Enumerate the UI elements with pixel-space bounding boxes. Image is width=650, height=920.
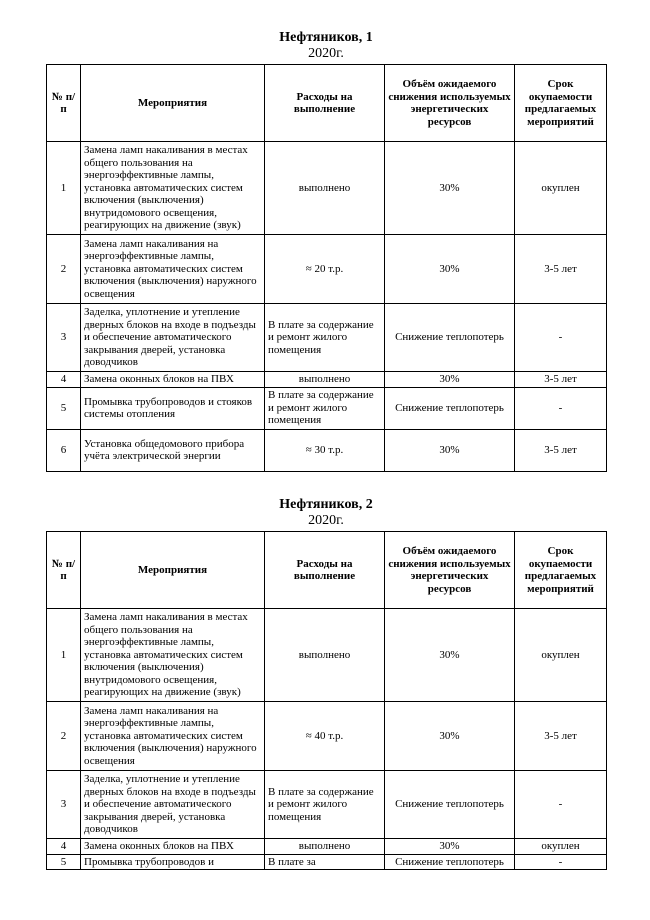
cell-measure: Замена ламп накаливания на энергоэффективные лампы, установка автоматических систем включения (выключения) наружного освещения bbox=[81, 235, 265, 304]
cell-num: 6 bbox=[47, 429, 81, 471]
table-row bbox=[47, 387, 607, 429]
cell-reduction: 30% bbox=[385, 142, 515, 235]
cell-cost: В плате за содержание и ремонт жилого помещения bbox=[265, 387, 385, 429]
cell-reduction: 30% bbox=[385, 235, 515, 304]
table-row bbox=[47, 609, 607, 702]
cell-payback: - bbox=[515, 854, 607, 870]
cell-num: 4 bbox=[47, 372, 81, 388]
section-title: Нефтяников, 2 bbox=[279, 497, 373, 512]
header-payback: Срок окупаемости предлагаемых мероприятий bbox=[515, 65, 607, 142]
table-header-row bbox=[47, 65, 607, 142]
cell-cost: В плате за содержание и ремонт жилого помещения bbox=[265, 304, 385, 372]
table-row bbox=[47, 142, 607, 235]
cell-cost: выполнено bbox=[265, 372, 385, 388]
cell-reduction: 30% bbox=[385, 372, 515, 388]
header-num: № п/п bbox=[47, 65, 81, 142]
cell-cost: ≈ 40 т.р. bbox=[265, 702, 385, 771]
cell-measure: Заделка, уплотнение и утепление дверных блоков на входе в подъезды и обеспечение автоматического закрывания дверей, установка доводчиков bbox=[81, 771, 265, 839]
section-title: Нефтяников, 1 bbox=[279, 30, 373, 45]
cell-payback: 3-5 лет bbox=[515, 372, 607, 388]
section-year: 2020г. bbox=[308, 46, 344, 61]
table-header-row bbox=[47, 532, 607, 609]
cell-cost: выполнено bbox=[265, 142, 385, 235]
table-row bbox=[47, 839, 607, 855]
cell-payback: - bbox=[515, 771, 607, 839]
cell-cost: ≈ 20 т.р. bbox=[265, 235, 385, 304]
header-payback: Срок окупаемости предлагаемых мероприятий bbox=[515, 532, 607, 609]
measures-table bbox=[46, 531, 607, 870]
header-costs: Расходы на выполнение bbox=[265, 532, 385, 609]
cell-payback: 3-5 лет bbox=[515, 235, 607, 304]
cell-measure: Замена ламп накаливания в местах общего пользования на энергоэффективные лампы, установка автоматических систем включения (выключения) внутридомового освещения, реагирующих на движение (звук) bbox=[81, 609, 265, 702]
cell-measure: Замена ламп накаливания в местах общего пользования на энергоэффективные лампы, установка автоматических систем включения (выключения) внутридомового освещения, реагирующих на движение (звук) bbox=[81, 142, 265, 235]
table-row bbox=[47, 771, 607, 839]
section-neftyanikov-1 bbox=[46, 30, 606, 472]
cell-num: 1 bbox=[47, 609, 81, 702]
header-costs: Расходы на выполнение bbox=[265, 65, 385, 142]
cell-reduction: 30% bbox=[385, 702, 515, 771]
header-reduction: Объём ожидаемого снижения используемых энергетических ресурсов bbox=[385, 532, 515, 609]
cell-cost: выполнено bbox=[265, 839, 385, 855]
cell-reduction: 30% bbox=[385, 839, 515, 855]
cell-reduction: 30% bbox=[385, 429, 515, 471]
cell-payback: 3-5 лет bbox=[515, 702, 607, 771]
cell-num: 4 bbox=[47, 839, 81, 855]
cell-payback: - bbox=[515, 387, 607, 429]
cell-payback: окуплен bbox=[515, 609, 607, 702]
cell-payback: 3-5 лет bbox=[515, 429, 607, 471]
cell-measure: Замена оконных блоков на ПВХ bbox=[81, 372, 265, 388]
table-row bbox=[47, 702, 607, 771]
cell-measure: Промывка трубопроводов и bbox=[81, 854, 265, 870]
cell-measure: Установка общедомового прибора учёта электрической энергии bbox=[81, 429, 265, 471]
cell-reduction: Снижение теплопотерь bbox=[385, 771, 515, 839]
header-measures: Мероприятия bbox=[81, 532, 265, 609]
cell-num: 5 bbox=[47, 387, 81, 429]
cell-measure: Заделка, уплотнение и утепление дверных блоков на входе в подъезды и обеспечение автоматического закрывания дверей, установка доводчиков bbox=[81, 304, 265, 372]
cell-reduction: Снижение теплопотерь bbox=[385, 854, 515, 870]
cell-reduction: Снижение теплопотерь bbox=[385, 304, 515, 372]
section-neftyanikov-2 bbox=[46, 497, 606, 870]
cell-num: 2 bbox=[47, 702, 81, 771]
measures-table bbox=[46, 64, 607, 472]
header-reduction: Объём ожидаемого снижения используемых энергетических ресурсов bbox=[385, 65, 515, 142]
cell-measure: Замена оконных блоков на ПВХ bbox=[81, 839, 265, 855]
table-row bbox=[47, 235, 607, 304]
cell-payback: окуплен bbox=[515, 839, 607, 855]
cell-cost: ≈ 30 т.р. bbox=[265, 429, 385, 471]
cell-num: 2 bbox=[47, 235, 81, 304]
cell-reduction: 30% bbox=[385, 609, 515, 702]
cell-measure: Промывка трубопроводов и стояков системы отопления bbox=[81, 387, 265, 429]
cell-num: 5 bbox=[47, 854, 81, 870]
table-row bbox=[47, 372, 607, 388]
header-measures: Мероприятия bbox=[81, 65, 265, 142]
section-year: 2020г. bbox=[308, 513, 344, 528]
cell-cost: выполнено bbox=[265, 609, 385, 702]
cell-measure: Замена ламп накаливания на энергоэффективные лампы, установка автоматических систем включения (выключения) наружного освещения bbox=[81, 702, 265, 771]
table-row bbox=[47, 304, 607, 372]
cell-reduction: Снижение теплопотерь bbox=[385, 387, 515, 429]
header-num: № п/п bbox=[47, 532, 81, 609]
cell-num: 3 bbox=[47, 304, 81, 372]
cell-num: 3 bbox=[47, 771, 81, 839]
table-row bbox=[47, 429, 607, 471]
cell-payback: окуплен bbox=[515, 142, 607, 235]
cell-num: 1 bbox=[47, 142, 81, 235]
cell-payback: - bbox=[515, 304, 607, 372]
table-row bbox=[47, 854, 607, 870]
cell-cost: В плате за bbox=[265, 854, 385, 870]
cell-cost: В плате за содержание и ремонт жилого помещения bbox=[265, 771, 385, 839]
